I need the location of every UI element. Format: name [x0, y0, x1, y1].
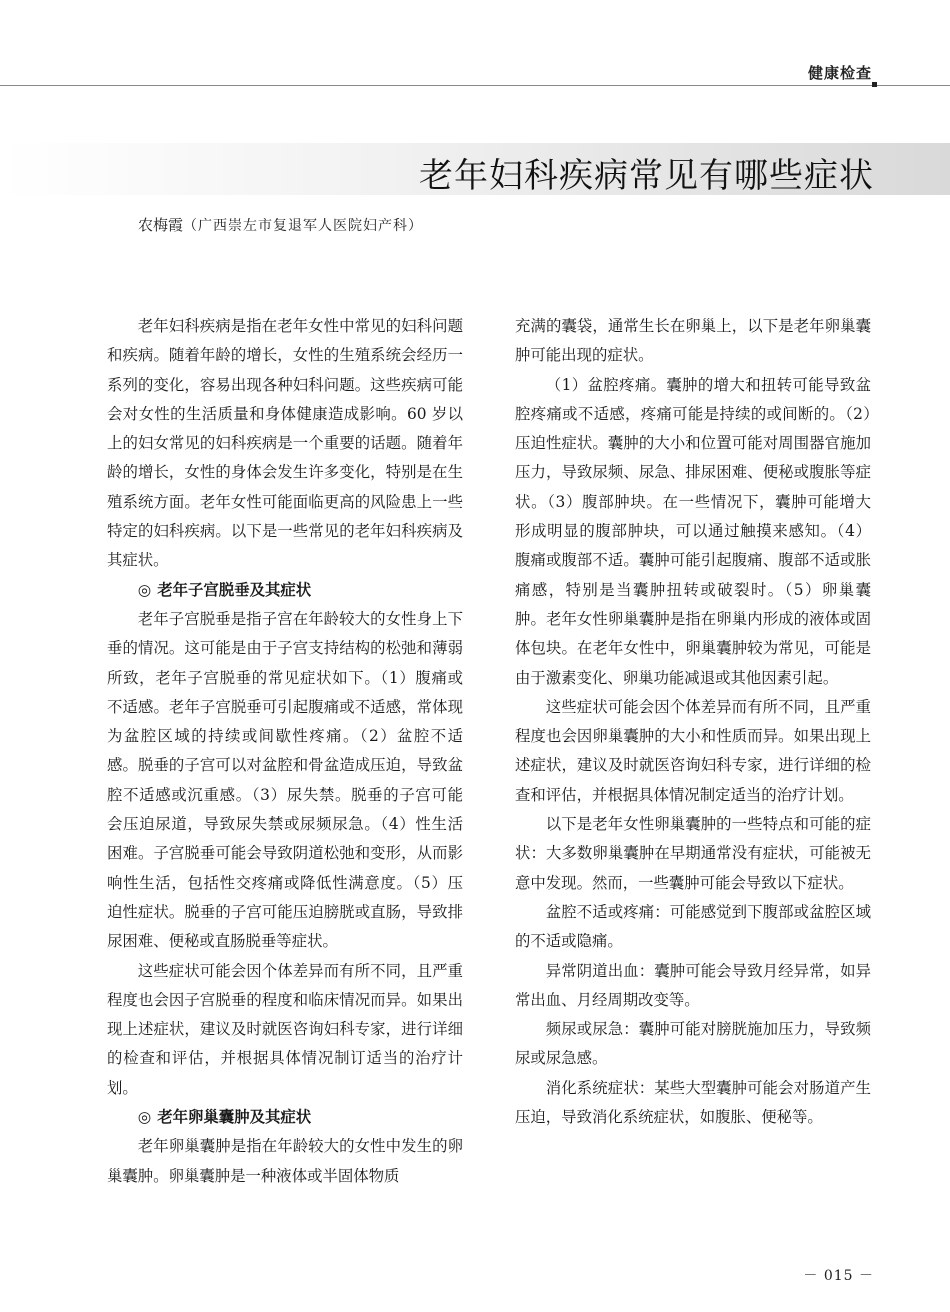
byline	[138, 214, 423, 235]
paragraph: 消化系统症状：某些大型囊肿可能会对肠道产生压迫，导致消化系统症状，如腹胀、便秘等。	[515, 1078, 871, 1127]
author-name: 农梅霞	[138, 216, 184, 234]
paragraph: 老年卵巢囊肿是指在年龄较大的女性中发生的卵巢囊肿。卵巢囊肿是一种液体或半固体物质	[107, 1137, 463, 1185]
section-marker-icon	[872, 82, 877, 87]
page-number: － 015 －	[803, 1268, 874, 1284]
paragraph: （1）盆腔疼痛。囊肿的增大和扭转可能导致盆腔疼痛或不适感，疼痛可能是持续的或间断的。（2）压迫性症状。囊肿的大小和位置可能对周围器官施加压力，导致尿频、尿急、排尿困难、便秘或腹胀等症状。（3）腹部肿块。在一些情况下，囊肿可能增大形成明显的腹部肿块，可以通过触摸来感知。（4）腹痛或腹部不适。囊肿可能引起腹痛、腹部不适或胀痛感，特别是当囊肿扭转或破裂时。（5）卵巢囊肿。老年女性卵巢囊肿是指在卵巢内形成的液体或固体包块。在老年女性中，卵巢囊肿较为常见，可能是由于激素变化、卵巢功能减退或其他因素引起。	[515, 375, 871, 687]
section-heading-text: 老年卵巢囊肿及其症状	[157, 1108, 312, 1127]
paragraph: 这些症状可能会因个体差异而有所不同，且严重程度也会因卵巢囊肿的大小和性质而异。如果出现上述症状，建议及时就医咨询妇科专家，进行详细的检查和评估，并根据具体情况制定适当的治疗计划。	[515, 697, 871, 804]
article-title: 老年妇科疾病常见有哪些症状	[419, 156, 874, 196]
paragraph: 盆腔不适或疼痛：可能感觉到下腹部或盆腔区域的不适或隐痛。	[515, 902, 871, 951]
paragraph: 老年妇科疾病是指在老年女性中常见的妇科问题和疾病。随着年龄的增长，女性的生殖系统会经历一系列的变化，容易出现各种妇科问题。这些疾病可能会对女性的生活质量和身体健康造成影响。60 岁以上的妇女常见的妇科疾病是一个重要的话题。随着年龄的增长，女性的身体会发生许多变化，特别是在生殖系统方面。老年女性可能面临更高的风险患上一些特定的妇科疾病。以下是一些常见的老年妇科疾病及其症状。	[107, 317, 463, 570]
right-column	[515, 312, 871, 1132]
paragraph: 老年子宫脱垂是指子宫在年龄较大的女性身上下垂的情况。这可能是由于子宫支持结构的松弛和薄弱所致，老年子宫脱垂的常见症状如下。（1）腹痛或不适感。老年子宫脱垂可引起腹痛或不适感，常体现为盆腔区域的持续或间歇性疼痛。（2）盆腔不适感。脱垂的子宫可以对盆腔和骨盆造成压迫，导致盆腔不适感或沉重感。（3）尿失禁。脱垂的子宫可能会压迫尿道，导致尿失禁或尿频尿急。（4）性生活困难。子宫脱垂可能会导致阴道松弛和变形，从而影响性生活，包括性交疼痛或降低性满意度。（5）压迫性症状。脱垂的子宫可能压迫膀胱或直肠，导致排尿困难、便秘或直肠脱垂等症状。	[107, 609, 463, 951]
paragraph: 频尿或尿急：囊肿可能对膀胱施加压力，导致频尿或尿急感。	[515, 1020, 871, 1068]
left-column	[107, 312, 463, 1191]
header-rule	[0, 85, 950, 86]
section-heading-text: 老年子宫脱垂及其症状	[157, 580, 312, 599]
section-heading	[107, 576, 463, 605]
paragraph: 以下是老年女性卵巢囊肿的一些特点和可能的症状：大多数卵巢囊肿在早期通常没有症状，可能被无意中发现。然而，一些囊肿可能会导致以下症状。	[515, 815, 871, 892]
author-affiliation: （广西崇左市复退军人医院妇产科）	[183, 218, 424, 234]
bullet-circle-icon: ◎	[137, 580, 152, 599]
paragraph: 这些症状可能会因个体差异而有所不同，且严重程度也会因子宫脱垂的程度和临床情况而异。如果出现上述症状，建议及时就医咨询妇科专家，进行详细的检查和评估，并根据具体情况制订适当的治疗计划。	[107, 961, 463, 1097]
section-label: 健康检查	[807, 64, 872, 82]
paragraph-continued: 充满的囊袋，通常生长在卵巢上，以下是老年卵巢囊肿可能出现的症状。	[515, 317, 871, 365]
paragraph: 异常阴道出血：囊肿可能会导致月经异常，如异常出血、月经周期改变等。	[515, 961, 871, 1009]
section-heading	[107, 1103, 463, 1132]
bullet-circle-icon: ◎	[137, 1108, 152, 1127]
